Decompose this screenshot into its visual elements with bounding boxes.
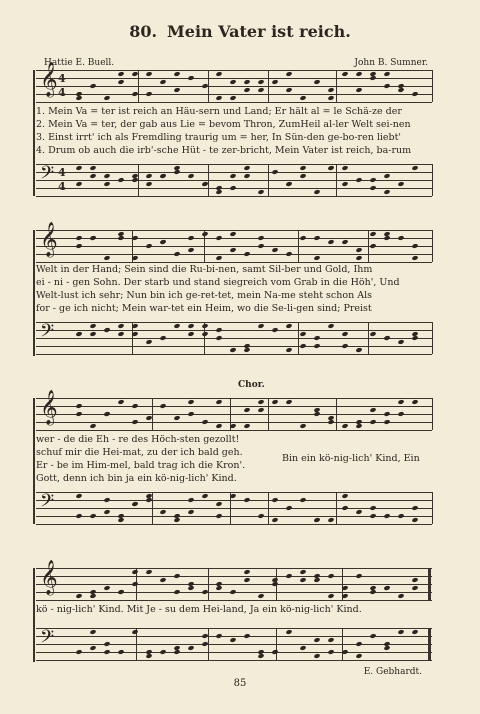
note-head <box>369 633 376 639</box>
note-head <box>411 577 418 583</box>
note-head <box>271 169 278 175</box>
note-head <box>215 335 222 341</box>
note-head <box>257 513 264 519</box>
hymn-title <box>0 22 480 41</box>
note-head <box>369 75 376 81</box>
note-head <box>243 423 250 429</box>
note-head <box>369 505 376 511</box>
note-head <box>411 165 418 171</box>
note-head <box>285 251 292 257</box>
note-head <box>117 79 124 85</box>
note-head <box>173 251 180 257</box>
note-head <box>159 239 166 245</box>
note-head <box>89 173 96 179</box>
note-head <box>313 653 320 659</box>
note-head <box>383 235 390 241</box>
composer-credit: John B. Sumner. <box>354 58 428 68</box>
note-head <box>383 335 390 341</box>
note-head <box>411 585 418 591</box>
note-head <box>355 641 362 647</box>
note-head <box>271 649 278 655</box>
note-head <box>103 411 110 417</box>
note-head <box>89 629 96 635</box>
note-head <box>187 411 194 417</box>
note-head <box>257 593 264 599</box>
note-head <box>89 323 96 329</box>
note-head <box>327 165 334 171</box>
note-head <box>299 569 306 575</box>
note-head <box>173 87 180 93</box>
note-head <box>257 243 264 249</box>
note-head <box>229 589 236 595</box>
note-head <box>131 419 138 425</box>
note-head <box>229 247 236 253</box>
note-head <box>229 95 236 101</box>
note-head <box>187 399 194 405</box>
note-head <box>411 243 418 249</box>
note-head <box>411 505 418 511</box>
bass-staff <box>36 492 432 524</box>
note-head <box>397 593 404 599</box>
note-head <box>257 79 264 85</box>
hymn-name: Mein Vater ist reich. <box>167 22 351 41</box>
note-head <box>243 79 250 85</box>
note-head <box>103 497 110 503</box>
note-head <box>187 247 194 253</box>
note-head <box>355 653 362 659</box>
note-head <box>271 399 278 405</box>
note-head <box>383 419 390 425</box>
note-head <box>383 189 390 195</box>
note-head <box>229 423 236 429</box>
note-head <box>145 243 152 249</box>
note-head <box>257 323 264 329</box>
note-head <box>229 493 236 499</box>
treble-clef-icon: 𝄞 <box>40 560 58 595</box>
note-head <box>145 339 152 345</box>
note-head <box>411 517 418 523</box>
note-head <box>145 181 152 187</box>
note-head <box>243 347 250 353</box>
lyric-line: 1. Mein Va = ter ist reich an Häu-sern und Land; Er hält al = le Schä-ze der <box>36 106 402 117</box>
note-head <box>75 181 82 187</box>
note-head <box>243 87 250 93</box>
note-head <box>201 331 208 337</box>
note-head <box>285 347 292 353</box>
note-head <box>89 423 96 429</box>
treble-clef-icon: 𝄞 <box>40 222 58 257</box>
note-head <box>299 343 306 349</box>
note-head <box>313 235 320 241</box>
note-head <box>383 411 390 417</box>
note-head <box>341 331 348 337</box>
note-head <box>285 87 292 93</box>
note-head <box>271 327 278 333</box>
note-head <box>355 177 362 183</box>
lyric-line: for - ge ich nicht; Mein war-tet ein Heim, wo die Se-li-gen sind; Preist <box>36 303 372 314</box>
note-head <box>327 649 334 655</box>
note-head <box>355 573 362 579</box>
note-head <box>299 95 306 101</box>
note-head <box>75 513 82 519</box>
note-head <box>341 505 348 511</box>
bass-clef-icon: 𝄢 <box>40 491 55 516</box>
note-head <box>397 181 404 187</box>
bass-clef-icon: 𝄢 <box>40 627 55 652</box>
note-head <box>327 637 334 643</box>
note-head <box>215 255 222 261</box>
note-head <box>383 83 390 89</box>
bass-clef-icon: 𝄢 <box>40 163 55 188</box>
bass-staff <box>36 628 432 660</box>
note-head <box>257 235 264 241</box>
note-head <box>355 87 362 93</box>
note-head <box>215 399 222 405</box>
lyricist-credit: Hattie E. Buell. <box>44 58 115 68</box>
note-head <box>103 585 110 591</box>
note-head <box>117 177 124 183</box>
lyric-line: Er - be im Him-mel, bald trag ich die Kron'. <box>36 460 246 471</box>
lyric-line: 2. Mein Va = ter, der gab aus Lie = bevom Thron, ZumHeil al-ler Welt sei-nen <box>36 119 411 130</box>
lyric-line: ei - ni - gen Sohn. Der starb und stand siegreich vom Grab in die Höh', Und <box>36 277 400 288</box>
note-head <box>145 173 152 179</box>
hymn-number: 80. <box>129 22 158 41</box>
note-head <box>173 323 180 329</box>
note-head <box>187 235 194 241</box>
note-head <box>397 339 404 345</box>
note-head <box>215 327 222 333</box>
note-head <box>117 649 124 655</box>
note-head <box>243 407 250 413</box>
note-head <box>383 71 390 77</box>
note-head <box>131 629 138 635</box>
note-head <box>313 255 320 261</box>
lyric-line: wer - de die Eh - re des Höch-sten gezollt! <box>36 434 240 445</box>
note-head <box>229 231 236 237</box>
note-head <box>285 71 292 77</box>
note-head <box>327 87 334 93</box>
note-head <box>341 423 348 429</box>
note-head <box>313 517 320 523</box>
note-head <box>201 323 208 329</box>
note-head <box>243 577 250 583</box>
note-head <box>215 513 222 519</box>
note-head <box>369 185 376 191</box>
note-head <box>215 189 222 195</box>
treble-staff <box>36 390 432 430</box>
system-brace <box>33 568 35 662</box>
note-head <box>89 645 96 651</box>
note-head <box>243 251 250 257</box>
music-system-4 <box>36 560 432 666</box>
note-head <box>145 71 152 77</box>
note-head <box>75 649 82 655</box>
note-head <box>117 399 124 405</box>
note-head <box>131 331 138 337</box>
note-head <box>215 235 222 241</box>
note-head <box>159 173 166 179</box>
note-head <box>75 243 82 249</box>
note-head <box>131 501 138 507</box>
note-head <box>369 231 376 237</box>
note-head <box>89 331 96 337</box>
note-head <box>159 79 166 85</box>
note-head <box>341 593 348 599</box>
treble-staff <box>36 222 432 262</box>
refrain-label: Chor. <box>238 380 265 390</box>
note-head <box>369 419 376 425</box>
refrain-lyric: Bin ein kö-nig-lich' Kind, Ein <box>282 453 420 464</box>
note-head <box>187 173 194 179</box>
note-head <box>369 177 376 183</box>
note-head <box>89 513 96 519</box>
note-head <box>327 419 334 425</box>
note-head <box>201 493 208 499</box>
system-brace <box>33 398 35 524</box>
note-head <box>383 173 390 179</box>
note-head <box>285 399 292 405</box>
note-head <box>397 411 404 417</box>
note-head <box>369 407 376 413</box>
lyric-line: kö - nig-lich' Kind. Mit Je - su dem Hei-land, Ja ein kö-nig-lich' Kind. <box>36 604 362 615</box>
note-head <box>75 493 82 499</box>
note-head <box>159 577 166 583</box>
note-head <box>411 335 418 341</box>
note-head <box>397 87 404 93</box>
note-head <box>187 509 194 515</box>
note-head <box>341 181 348 187</box>
note-head <box>229 637 236 643</box>
lyrics-block-2 <box>36 263 432 315</box>
note-head <box>285 629 292 635</box>
note-head <box>299 497 306 503</box>
note-head <box>131 581 138 587</box>
note-head <box>411 91 418 97</box>
note-head <box>285 323 292 329</box>
note-head <box>299 423 306 429</box>
note-head <box>313 79 320 85</box>
lyric-line: Welt-lust ich sehr; Nun bin ich ge-ret-tet, mein Na-me steht schon Als <box>36 290 373 301</box>
note-head <box>299 331 306 337</box>
note-head <box>215 501 222 507</box>
note-head <box>89 165 96 171</box>
note-head <box>327 239 334 245</box>
arranger-credit: E. Gebhardt. <box>363 667 422 677</box>
lyric-line: Gott, denn ich bin ja ein kö-nig-lich' Kind. <box>36 473 237 484</box>
note-head <box>75 165 82 171</box>
note-head <box>173 71 180 77</box>
note-head <box>117 331 124 337</box>
note-head <box>215 633 222 639</box>
note-head <box>243 173 250 179</box>
note-head <box>103 181 110 187</box>
note-head <box>327 95 334 101</box>
lyrics-block-1 <box>36 105 432 157</box>
treble-staff <box>36 560 432 600</box>
note-head <box>299 165 306 171</box>
note-head <box>257 399 264 405</box>
note-head <box>131 255 138 261</box>
note-head <box>173 573 180 579</box>
note-head <box>341 649 348 655</box>
time-signature: 4 4 <box>58 166 66 193</box>
note-head <box>257 189 264 195</box>
note-head <box>229 185 236 191</box>
music-system-2 <box>36 222 432 358</box>
time-signature: 4 4 <box>58 72 66 99</box>
note-head <box>103 509 110 515</box>
note-head <box>369 243 376 249</box>
note-head <box>229 173 236 179</box>
note-head <box>145 569 152 575</box>
note-head <box>341 239 348 245</box>
note-head <box>131 323 138 329</box>
note-head <box>159 335 166 341</box>
note-head <box>397 513 404 519</box>
note-head <box>327 323 334 329</box>
note-head <box>201 419 208 425</box>
note-head <box>75 235 82 241</box>
note-head <box>369 513 376 519</box>
lyrics-block-3 <box>36 433 276 485</box>
note-head <box>355 71 362 77</box>
note-head <box>145 653 152 659</box>
page-number: 85 <box>233 678 247 689</box>
note-head <box>159 649 166 655</box>
note-head <box>103 641 110 647</box>
note-head <box>89 83 96 89</box>
note-head <box>201 231 208 237</box>
note-head <box>411 629 418 635</box>
note-head <box>257 87 264 93</box>
note-head <box>187 645 194 651</box>
note-head <box>313 335 320 341</box>
note-head <box>313 343 320 349</box>
note-head <box>397 235 404 241</box>
note-head <box>411 399 418 405</box>
note-head <box>285 505 292 511</box>
note-head <box>257 407 264 413</box>
note-head <box>355 347 362 353</box>
note-head <box>327 593 334 599</box>
note-head <box>397 399 404 405</box>
note-head <box>215 423 222 429</box>
note-head <box>103 95 110 101</box>
note-head <box>75 411 82 417</box>
note-head <box>103 173 110 179</box>
note-head <box>271 517 278 523</box>
note-head <box>187 497 194 503</box>
note-head <box>285 181 292 187</box>
bass-staff <box>36 164 432 196</box>
note-head <box>271 497 278 503</box>
note-head <box>187 585 194 591</box>
note-head <box>131 403 138 409</box>
lyric-line: 4. Drum ob auch die irb'-sche Hüt - te zer-bricht, Mein Vater ist reich, ba-rum <box>36 145 412 156</box>
lyrics-block-4 <box>36 603 432 616</box>
note-head <box>229 347 236 353</box>
note-head <box>299 235 306 241</box>
lyric-line: 3. Einst irrt' ich als Fremdling traurig um = her, In Sün-den ge-bo-ren liebt' <box>36 132 402 143</box>
note-head <box>117 71 124 77</box>
note-head <box>327 517 334 523</box>
note-head <box>187 331 194 337</box>
note-head <box>355 509 362 515</box>
lyric-line: Welt in der Hand; Sein sind die Ru-bi-nen, samt Sil-ber und Gold, Ihm <box>36 264 373 275</box>
note-head <box>271 79 278 85</box>
note-head <box>355 255 362 261</box>
note-head <box>327 573 334 579</box>
note-head <box>383 585 390 591</box>
note-head <box>215 95 222 101</box>
note-head <box>131 235 138 241</box>
note-head <box>173 415 180 421</box>
note-head <box>313 637 320 643</box>
note-head <box>341 585 348 591</box>
note-head <box>159 403 166 409</box>
note-head <box>369 331 376 337</box>
note-head <box>145 91 152 97</box>
note-head <box>89 235 96 241</box>
note-head <box>299 173 306 179</box>
note-head <box>243 633 250 639</box>
note-head <box>271 247 278 253</box>
treble-clef-icon: 𝄞 <box>40 390 58 425</box>
note-head <box>243 497 250 503</box>
note-head <box>103 255 110 261</box>
note-head <box>173 589 180 595</box>
note-head <box>243 569 250 575</box>
note-head <box>229 79 236 85</box>
note-head <box>117 589 124 595</box>
note-head <box>117 323 124 329</box>
note-head <box>243 165 250 171</box>
note-head <box>103 649 110 655</box>
note-head <box>187 75 194 81</box>
note-head <box>383 513 390 519</box>
note-head <box>299 645 306 651</box>
system-brace <box>33 70 35 196</box>
note-head <box>75 331 82 337</box>
music-system-3 <box>36 390 432 526</box>
bass-clef-icon: 𝄢 <box>40 321 55 346</box>
note-head <box>411 255 418 261</box>
note-head <box>75 593 82 599</box>
note-head <box>75 403 82 409</box>
note-head <box>341 165 348 171</box>
note-head <box>313 189 320 195</box>
note-head <box>285 573 292 579</box>
note-head <box>187 323 194 329</box>
bass-staff <box>36 322 432 354</box>
note-head <box>103 327 110 333</box>
note-head <box>355 247 362 253</box>
note-head <box>341 71 348 77</box>
system-brace <box>33 230 35 356</box>
note-head <box>131 569 138 575</box>
treble-clef-icon: 𝄞 <box>40 62 58 97</box>
note-head <box>299 577 306 583</box>
note-head <box>341 493 348 499</box>
note-head <box>159 509 166 515</box>
lyric-line: schuf mir die Hei-mat, zu der ich bald geh. <box>36 447 243 458</box>
note-head <box>215 71 222 77</box>
note-head <box>75 95 82 101</box>
note-head <box>397 629 404 635</box>
note-head <box>341 343 348 349</box>
